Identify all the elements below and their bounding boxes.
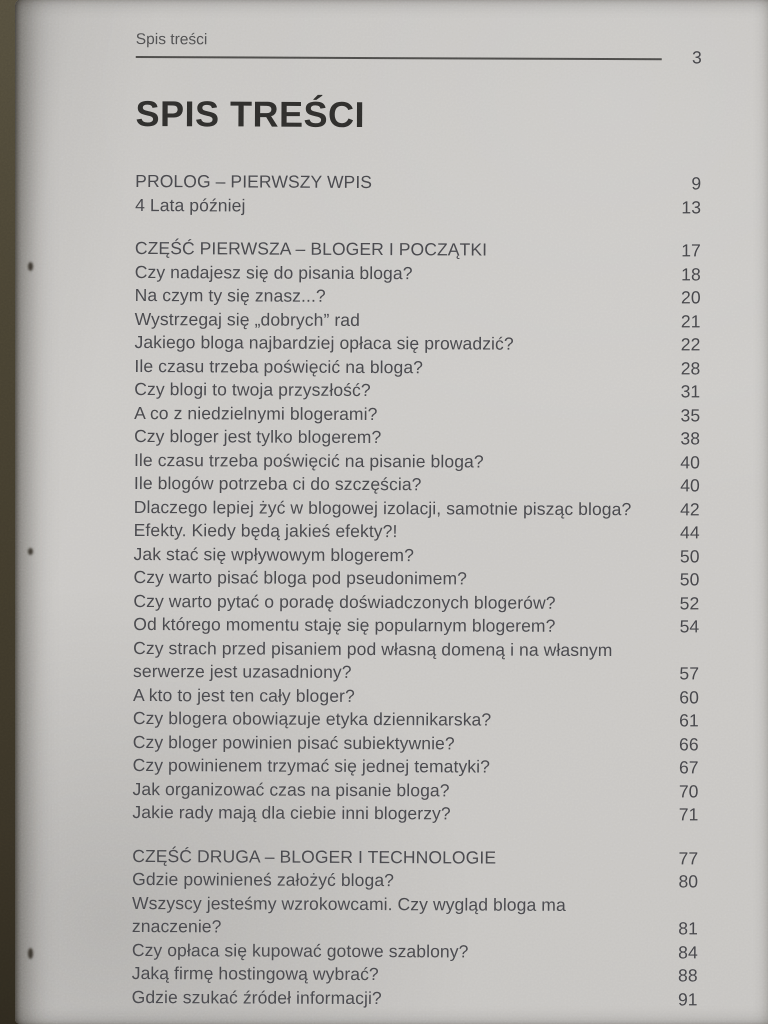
toc-entry xyxy=(132,801,698,827)
toc-entry-page: 61 xyxy=(679,710,699,731)
toc-entry-page: 71 xyxy=(678,804,699,825)
toc-entry-label: A kto to jest ten cały bloger? xyxy=(132,684,355,706)
toc-entry xyxy=(135,237,701,263)
toc-entry xyxy=(133,566,699,592)
toc-entry-page: 91 xyxy=(677,988,698,1009)
toc-entry-page: 40 xyxy=(680,475,700,496)
toc-entry-page: 21 xyxy=(680,310,701,331)
toc-entry-label: Czy warto pytać o poradę doświadczonych blogerów? xyxy=(133,590,556,613)
book-page xyxy=(15,0,768,1024)
toc-entry-label: Czy blogera obowiązuje etyka dziennikarska? xyxy=(132,707,492,730)
toc-entry-label: Na czym ty się znasz...? xyxy=(134,284,326,306)
toc-entry-label: Jak organizować czas na pisanie bloga? xyxy=(132,778,450,800)
toc-entry-label: Czy warto pisać bloga pod pseudonimem? xyxy=(133,566,468,589)
page-edge-mark xyxy=(28,948,33,959)
toc-entry xyxy=(135,170,701,196)
toc-entry-label: Ile czasu trzeba poświęcić na bloga? xyxy=(134,355,424,377)
toc-entry-page: 80 xyxy=(678,871,699,892)
toc-entry-label: Gdzie szukać źródeł informacji? xyxy=(131,986,382,1008)
toc-entry-page: 20 xyxy=(680,287,701,308)
toc-entry-label: Czy strach przed pisaniem pod własną domeną i na własnym serwerze jest uzasadniony? xyxy=(133,637,613,682)
toc-entry-label: Czy blogi to twoja przyszłość? xyxy=(134,378,371,401)
toc-section xyxy=(132,237,701,827)
toc-entry-label: CZĘŚĆ DRUGA – BLOGER I TECHNOLOGIE xyxy=(132,845,497,868)
header-page-number: 3 xyxy=(691,47,702,68)
page-title: SPIS TREŚCI xyxy=(135,92,366,136)
toc-entry-label: PROLOG – PIERWSZY WPIS xyxy=(135,170,373,193)
toc-entry xyxy=(134,401,700,427)
toc-entry xyxy=(132,962,698,988)
toc-entry-page: 35 xyxy=(680,404,701,425)
toc-entry-page: 50 xyxy=(679,545,700,566)
toc-entry xyxy=(134,519,700,545)
toc-entry xyxy=(133,730,699,756)
toc-entry-label: Ile blogów potrzeba ci do szczęścia? xyxy=(133,472,422,495)
toc-entry xyxy=(132,868,698,894)
toc-section xyxy=(135,170,701,219)
toc-entry xyxy=(134,378,700,404)
toc-entry-page: 44 xyxy=(679,522,700,543)
toc-entry-page: 38 xyxy=(680,428,701,449)
toc-entry xyxy=(134,331,700,357)
toc-entry-label: Ile czasu trzeba poświęcić na pisanie bloga? xyxy=(133,449,484,472)
toc-entry-label: Wystrzegaj się „dobrych” rad xyxy=(134,308,361,330)
page-edge-mark xyxy=(28,262,33,271)
toc-entry-page: 17 xyxy=(681,240,701,261)
toc-entry xyxy=(135,307,701,333)
toc-entry-page: 66 xyxy=(679,733,699,754)
toc-entry-label: Jaką firmę hostingową wybrać? xyxy=(131,962,379,985)
toc-entry xyxy=(134,354,700,380)
toc-entry xyxy=(135,260,701,286)
toc-entry-page: 77 xyxy=(678,847,699,868)
toc-entry-page: 81 xyxy=(678,918,698,939)
toc-entry-page: 13 xyxy=(681,196,702,217)
toc-entry-page: 88 xyxy=(678,965,698,986)
toc-entry-label: Efekty. Kiedy będą jakieś efekty?! xyxy=(133,519,398,542)
toc-entry-page: 50 xyxy=(679,569,700,590)
toc-entry xyxy=(132,844,698,870)
toc-entry xyxy=(132,891,698,940)
toc-entry-label: Jakiego bloga najbardziej opłaca się prowadzić? xyxy=(134,331,514,354)
toc-entry xyxy=(135,284,701,310)
toc-entry-page: 70 xyxy=(678,780,699,801)
toc-entry-label: Czy bloger jest tylko blogerem? xyxy=(134,425,382,448)
toc-entry-label: Czy opłaca się kupować gotowe szablony? xyxy=(131,939,469,961)
toc-entry-label: CZĘŚĆ PIERWSZA – BLOGER I POCZĄTKI xyxy=(134,237,488,260)
running-header xyxy=(135,30,702,68)
header-rule xyxy=(136,31,662,60)
toc-entry xyxy=(134,448,700,474)
toc-entry-page: 57 xyxy=(679,663,700,684)
toc-entry xyxy=(133,707,699,733)
toc-entry-label: Czy nadajesz się do pisania bloga? xyxy=(134,261,413,283)
toc-entry-page: 84 xyxy=(678,941,698,962)
toc-entry xyxy=(134,425,700,451)
toc-entry xyxy=(135,193,701,219)
toc-entry-page: 52 xyxy=(679,592,700,613)
toc-entry-label: 4 Lata później xyxy=(135,194,246,215)
toc-entry-page: 54 xyxy=(679,616,700,637)
toc-entry-page: 9 xyxy=(691,173,702,194)
toc-entry-label: Od którego momentu staję się popularnym blogerem? xyxy=(133,613,556,636)
toc-entry-page: 40 xyxy=(680,451,701,472)
toc-entry-label: A co z niedzielnymi blogerami? xyxy=(134,402,378,424)
toc-entry xyxy=(134,542,700,568)
toc-entry xyxy=(132,985,698,1011)
toc-entry-page: 60 xyxy=(679,686,700,707)
toc-entry-label: Wszyscy jesteśmy wzrokowcami. Czy wygląd bloga ma znaczenie? xyxy=(131,892,566,937)
toc-entry xyxy=(133,754,699,780)
toc-entry-page: 42 xyxy=(680,498,700,519)
toc-entry-page: 18 xyxy=(681,263,701,284)
toc-entry-page: 31 xyxy=(680,381,701,402)
toc-entry xyxy=(133,777,699,803)
page-content xyxy=(132,0,702,1011)
toc-entry xyxy=(134,472,700,498)
page-edge-mark xyxy=(28,548,33,555)
toc-entry xyxy=(133,589,699,615)
toc-entry xyxy=(133,683,699,709)
toc-entry-label: Czy bloger powinien pisać subiektywnie? xyxy=(132,731,455,753)
toc-entry xyxy=(132,938,698,964)
toc-entry-page: 28 xyxy=(680,357,701,378)
toc-entry xyxy=(134,495,700,521)
toc-entry-label: Jakie rady mają dla ciebie inni blogerzy? xyxy=(132,801,451,824)
toc-entry-label: Jak stać się wpływowym blogerem? xyxy=(133,543,415,565)
toc-entry-page: 67 xyxy=(678,757,699,778)
running-title: Spis treści xyxy=(135,30,208,49)
toc-entry xyxy=(133,613,699,639)
toc-list xyxy=(132,170,702,1011)
toc-entry-label: Dlaczego lepiej żyć w blogowej izolacji, samotnie pisząc bloga? xyxy=(133,496,632,519)
toc-entry-page: 22 xyxy=(680,334,701,355)
toc-entry xyxy=(133,636,699,685)
toc-section xyxy=(132,844,699,1011)
toc-entry-label: Czy powinienem trzymać się jednej tematyki? xyxy=(132,754,491,777)
toc-entry-label: Gdzie powinieneś założyć bloga? xyxy=(132,868,395,891)
